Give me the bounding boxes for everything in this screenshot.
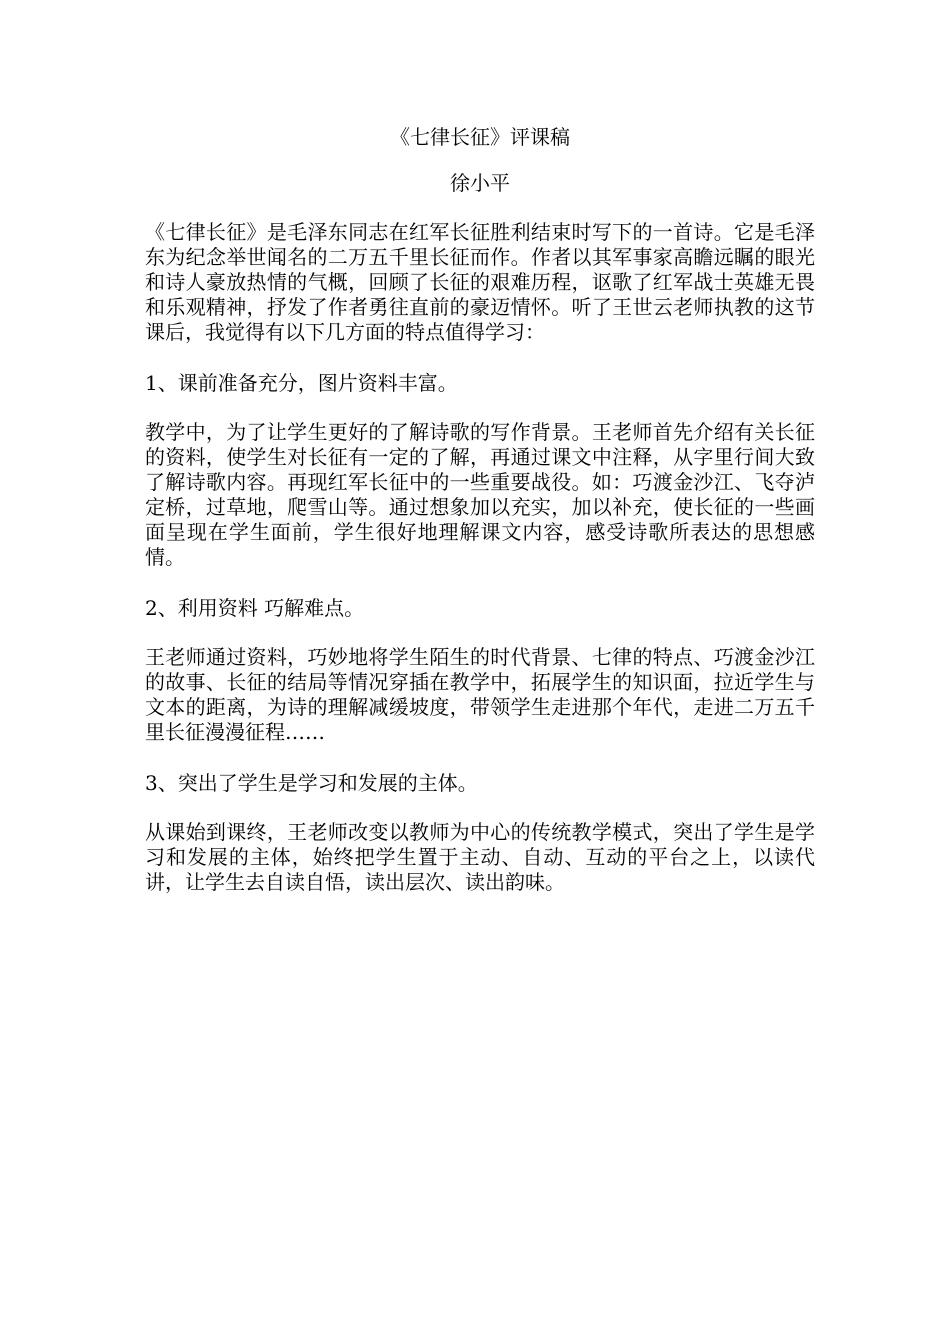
intro-paragraph: 《七律长征》是毛泽东同志在红军长征胜利结束时写下的一首诗。它是毛泽东为纪念举世闻名的二万五千里长征而作。作者以其军事家高瞻远瞩的眼光和诗人豪放热情的气概，回顾了长征的艰难历程，讴歌了红军战士英雄无畏和乐观精神，抒发了作者勇往直前的豪迈情怀。听了王世云老师执教的这节课后，我觉得有以下几方面的特点值得学习： bbox=[145, 220, 815, 344]
section-body-3: 从课始到课终，王老师改变以教师为中心的传统教学模式，突出了学生是学习和发展的主体，始终把学生置于主动、自动、互动的平台之上，以读代讲，让学生去自读自悟，读出层次、读出韵味。 bbox=[145, 820, 815, 894]
section-heading-3: 3、突出了学生是学习和发展的主体。 bbox=[145, 771, 478, 795]
section-body-2: 王老师通过资料，巧妙地将学生陌生的时代背景、七律的特点、巧渡金沙江的故事、长征的结局等情况穿插在教学中，拓展学生的知识面，拉近学生与文本的距离，为诗的理解减缓坡度，带领学生走进那个年代，走进二万五千里长征漫漫征程…… bbox=[145, 645, 815, 744]
section-heading-1: 1、课前准备充分，图片资料丰富。 bbox=[145, 371, 458, 395]
document-page bbox=[145, 124, 815, 895]
section-heading-2: 2、利用资料 巧解难点。 bbox=[145, 596, 365, 620]
document-title: 《七律长征》评课稿 bbox=[390, 125, 570, 149]
section-body-1: 教学中，为了让学生更好的了解诗歌的写作背景。王老师首先介绍有关长征的资料，使学生对长征有一定的了解，再通过课文中注释，从字里行间大致了解诗歌内容。再现红军长征中的一些重要战役。如：巧渡金沙江、飞夺泸定桥，过草地，爬雪山等。通过想象加以充实，加以补充，使长征的一些画面呈现在学生面前，学生很好地理解课文内容，感受诗歌所表达的思想感情。 bbox=[145, 420, 815, 569]
document-author: 徐小平 bbox=[450, 171, 510, 195]
